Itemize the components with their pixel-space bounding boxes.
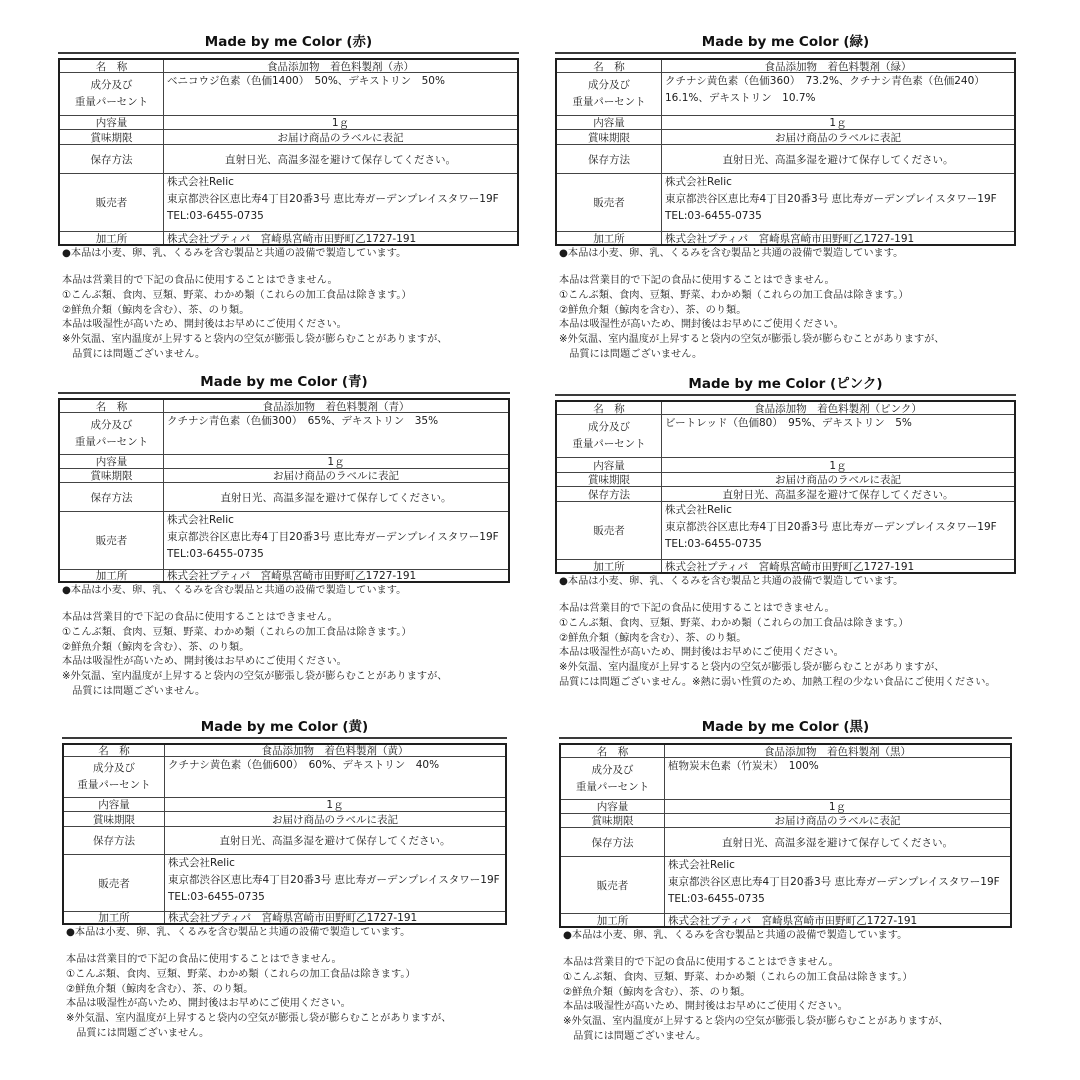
- storage-label: 保存方法: [557, 487, 662, 502]
- usage-note-line: ※外気温、室内温度が上昇すると袋内の空気が膨張し袋が膨らむことがありますが、: [66, 1013, 452, 1025]
- name-value: 食品添加物 着色料製剤（黒）: [665, 745, 1010, 758]
- ingredients-label: [64, 757, 165, 798]
- usage-note-line: 本品は営業目的で下記の食品に使用することはできません。: [559, 603, 835, 614]
- allergen-note: ●本品は小麦、卵、乳、くるみを含む製品と共通の設備で製造しています。: [559, 576, 904, 587]
- product-info-table: [559, 743, 1012, 928]
- usage-note-line: ①こんぶ類、食肉、豆類、野菜、わかめ類（これらの加工食品は除きます。）: [559, 617, 909, 629]
- usage-note-line: ②鮮魚介類（鯨肉を含む）、茶、のり類。: [563, 986, 751, 998]
- seller-line: TEL:03-6455-0735: [168, 891, 265, 903]
- usage-note-line: 本品は営業目的で下記の食品に使用することはできません。: [559, 275, 835, 286]
- product-label-panel: [559, 717, 1012, 1045]
- usage-note-line: ①こんぶ類、食肉、豆類、野菜、わかめ類（これらの加工食品は除きます。）: [559, 289, 909, 301]
- seller-line: 株式会社Relic: [665, 504, 732, 516]
- usage-note-line: 品質には問題ございません。: [563, 1030, 707, 1042]
- panel-title: Made by me Color (ピンク): [688, 376, 883, 392]
- seller-line: 東京都渋谷区恵比寿4丁目20番3号 恵比寿ガーデンプレイスタワー19F: [665, 193, 997, 205]
- best-before-value: お届け商品のラベルに表記: [164, 469, 508, 483]
- name-label: 名 称: [64, 745, 165, 757]
- allergen-note: ●本品は小麦、卵、乳、くるみを含む製品と共通の設備で製造しています。: [62, 248, 407, 259]
- seller-line: 東京都渋谷区恵比寿4丁目20番3号 恵比寿ガーデンプレイスタワー19F: [668, 876, 1000, 888]
- ingredients-label: [557, 415, 662, 458]
- usage-note-line: 本品は吸湿性が高いため、開封後はお早めにご使用ください。: [62, 319, 347, 331]
- storage-value: 直射日光、高温多湿を避けて保存してください。: [665, 828, 1010, 857]
- ingredients-label-line: 成分及び: [90, 79, 133, 91]
- usage-note-line: ②鮮魚介類（鯨肉を含む）、茶、のり類。: [62, 641, 250, 653]
- processor-label: 加工所: [561, 914, 665, 926]
- usage-note-line: 品質には問題ございません。: [66, 1027, 210, 1039]
- allergen-note: ●本品は小麦、卵、乳、くるみを含む製品と共通の設備で製造しています。: [559, 248, 904, 259]
- seller-value: [165, 855, 505, 912]
- product-info-table: [58, 398, 510, 583]
- ingredients-label-line: 重量パーセント: [74, 435, 149, 448]
- processor-label: 加工所: [60, 570, 164, 581]
- content-label: 内容量: [60, 116, 164, 130]
- ingredients-label-line: 重量パーセント: [572, 96, 646, 108]
- seller-line: 東京都渋谷区恵比寿4丁目20番3号 恵比寿ガーデンプレイスタワー19F: [665, 521, 997, 533]
- processor-label: 加工所: [557, 560, 662, 572]
- usage-notes: [58, 611, 510, 700]
- best-before-value: お届け商品のラベルに表記: [662, 130, 1014, 145]
- seller-line: 株式会社Relic: [665, 176, 732, 188]
- seller-label: 販売者: [64, 855, 165, 912]
- seller-value: [662, 502, 1014, 560]
- content-label: 内容量: [561, 800, 665, 814]
- ingredients-label-line: 重量パーセント: [77, 779, 151, 791]
- name-value: 食品添加物 着色料製剤（緑）: [662, 60, 1014, 73]
- name-label: 名 称: [557, 60, 662, 73]
- usage-note-line: ②鮮魚介類（鯨肉を含む）、茶、のり類。: [66, 983, 254, 995]
- ingredients-label-line: 重量パーセント: [572, 438, 646, 450]
- usage-note-line: ②鮮魚介類（鯨肉を含む）、茶、のり類。: [559, 304, 747, 316]
- name-value: 食品添加物 着色料製剤（青）: [164, 400, 508, 413]
- usage-notes: [555, 602, 1016, 691]
- seller-value: [662, 174, 1014, 232]
- ingredients-value: [662, 73, 1014, 116]
- ingredients-label-line: 成分及び: [90, 418, 133, 431]
- ingredients-value: [665, 758, 1010, 800]
- product-label-panel: [555, 374, 1016, 691]
- usage-note-line: 品質には問題ございません。※熱に弱い性質のため、加熱工程の少ない食品にご使用ください。: [559, 676, 996, 688]
- usage-note-line: ②鮮魚介類（鯨肉を含む）、茶、のり類。: [559, 632, 747, 644]
- product-label-panel: [62, 717, 507, 1042]
- seller-label: 販売者: [60, 512, 164, 570]
- storage-label: 保存方法: [64, 827, 165, 855]
- ingredients-value: [164, 413, 508, 455]
- content-value: 1ｇ: [662, 458, 1014, 473]
- usage-notes: [555, 274, 1016, 363]
- seller-label: 販売者: [60, 174, 164, 232]
- content-value: 1ｇ: [665, 800, 1010, 814]
- ingredients-label: [60, 413, 164, 455]
- seller-value: [164, 512, 508, 570]
- usage-note-line: ②鮮魚介類（鯨肉を含む）、茶、のり類。: [62, 304, 250, 316]
- processor-value: 株式会社プティパ 宮崎県宮崎市田野町乙1727-191: [167, 232, 417, 245]
- usage-notes: [58, 274, 519, 363]
- processor-value: 株式会社プティパ 宮崎県宮崎市田野町乙1727-191: [665, 560, 915, 573]
- usage-note-line: 本品は営業目的で下記の食品に使用することはできません。: [62, 612, 338, 623]
- ingredients-value-line: ベニコウジ色素（色価1400） 50%、デキストリン 50%: [167, 75, 445, 87]
- usage-note-line: ①こんぶ類、食肉、豆類、野菜、わかめ類（これらの加工食品は除きます。）: [62, 289, 412, 301]
- allergen-note: ●本品は小麦、卵、乳、くるみを含む製品と共通の設備で製造しています。: [66, 927, 411, 938]
- allergen-note: ●本品は小麦、卵、乳、くるみを含む製品と共通の設備で製造しています。: [563, 930, 908, 941]
- name-label: 名 称: [557, 402, 662, 415]
- ingredients-value-line: クチナシ黄色素（色価360） 73.2%、クチナシ青色素（色価240）: [665, 75, 985, 87]
- usage-note-line: ①こんぶ類、食肉、豆類、野菜、わかめ類（これらの加工食品は除きます。）: [62, 626, 412, 638]
- name-label: 名 称: [561, 745, 665, 758]
- best-before-label: 賞味期限: [557, 473, 662, 487]
- ingredients-label: [557, 73, 662, 116]
- seller-value: [665, 857, 1010, 914]
- seller-line: TEL:03-6455-0735: [668, 893, 765, 905]
- processor-label: 加工所: [557, 232, 662, 244]
- ingredients-label-line: 成分及び: [591, 763, 634, 776]
- content-label: 内容量: [557, 458, 662, 473]
- ingredients-value-line: クチナシ黄色素（色価600） 60%、デキストリン 40%: [168, 759, 440, 771]
- name-label: 名 称: [60, 60, 164, 73]
- usage-note-line: 本品は営業目的で下記の食品に使用することはできません。: [62, 275, 338, 286]
- ingredients-label-line: 重量パーセント: [575, 780, 650, 793]
- content-label: 内容量: [557, 116, 662, 130]
- seller-line: 株式会社Relic: [167, 514, 234, 526]
- usage-note-line: ※外気温、室内温度が上昇すると袋内の空気が膨張し袋が膨らむことがありますが、: [62, 334, 448, 346]
- best-before-label: 賞味期限: [561, 814, 665, 828]
- title-underline: [555, 52, 1016, 54]
- ingredients-label: [60, 73, 164, 116]
- processor-value: 株式会社プティパ 宮崎県宮崎市田野町乙1727-191: [665, 232, 915, 245]
- storage-value: 直射日光、高温多湿を避けて保存してください。: [165, 827, 505, 855]
- ingredients-value-line: 16.1%、デキストリン 10.7%: [665, 92, 816, 104]
- name-value: 食品添加物 着色料製剤（ピンク）: [662, 402, 1014, 415]
- seller-line: TEL:03-6455-0735: [167, 210, 264, 222]
- product-label-panel: [555, 32, 1016, 363]
- content-value: 1ｇ: [164, 116, 517, 130]
- ingredients-value: [165, 757, 505, 798]
- panel-title: Made by me Color (青): [200, 374, 368, 390]
- best-before-value: お届け商品のラベルに表記: [665, 814, 1010, 828]
- usage-note-line: 品質には問題ございません。: [559, 348, 703, 360]
- storage-value: 直射日光、高温多湿を避けて保存してください。: [662, 145, 1014, 174]
- content-value: 1ｇ: [164, 455, 508, 469]
- panel-title: Made by me Color (黄): [200, 719, 369, 735]
- usage-note-line: ※外気温、室内温度が上昇すると袋内の空気が膨張し袋が膨らむことがありますが、: [563, 1016, 949, 1028]
- usage-note-line: 本品は営業目的で下記の食品に使用することはできません。: [563, 957, 839, 968]
- content-value: 1ｇ: [662, 116, 1014, 130]
- best-before-value: お届け商品のラベルに表記: [165, 812, 505, 827]
- ingredients-value: [662, 415, 1014, 458]
- ingredients-label-line: 重量パーセント: [74, 96, 149, 108]
- product-info-table: [555, 58, 1016, 246]
- best-before-label: 賞味期限: [60, 130, 164, 145]
- best-before-label: 賞味期限: [60, 469, 164, 483]
- product-info-table: [62, 743, 507, 925]
- usage-notes: [62, 953, 507, 1042]
- usage-note-line: ※外気温、室内温度が上昇すると袋内の空気が膨張し袋が膨らむことがありますが、: [559, 334, 945, 346]
- processor-label: 加工所: [64, 912, 165, 923]
- usage-note-line: 品質には問題ございません。: [62, 348, 206, 360]
- product-info-table: [58, 58, 519, 246]
- allergen-note: ●本品は小麦、卵、乳、くるみを含む製品と共通の設備で製造しています。: [62, 585, 407, 596]
- usage-note-line: 本品は営業目的で下記の食品に使用することはできません。: [66, 954, 342, 965]
- name-value: 食品添加物 着色料製剤（黄）: [165, 745, 505, 757]
- seller-line: 株式会社Relic: [668, 859, 735, 871]
- storage-label: 保存方法: [557, 145, 662, 174]
- usage-note-line: 品質には問題ございません。: [62, 685, 206, 697]
- best-before-label: 賞味期限: [64, 812, 165, 827]
- name-label: 名 称: [60, 400, 164, 413]
- seller-value: [164, 174, 517, 232]
- ingredients-label-line: 成分及び: [93, 762, 135, 774]
- panel-title: Made by me Color (赤): [204, 34, 373, 50]
- content-label: 内容量: [60, 455, 164, 469]
- panel-title: Made by me Color (緑): [701, 34, 870, 50]
- content-label: 内容量: [64, 798, 165, 812]
- ingredients-value: [164, 73, 517, 116]
- seller-label: 販売者: [557, 502, 662, 560]
- storage-value: 直射日光、高温多湿を避けて保存してください。: [662, 487, 1014, 502]
- storage-label: 保存方法: [60, 145, 164, 174]
- title-underline: [559, 737, 1012, 739]
- panel-title: Made by me Color (黒): [701, 719, 870, 735]
- usage-note-line: ※外気温、室内温度が上昇すると袋内の空気が膨張し袋が膨らむことがありますが、: [559, 662, 945, 674]
- seller-line: 東京都渋谷区恵比寿4丁目20番3号 恵比寿ガーデンプレイスタワー19F: [167, 531, 499, 543]
- usage-notes: [559, 956, 1012, 1045]
- product-label-panel: [58, 32, 519, 363]
- ingredients-label-line: 成分及び: [588, 421, 630, 433]
- title-underline: [62, 737, 507, 739]
- ingredients-label-line: 成分及び: [588, 79, 630, 91]
- product-label-panel: [58, 372, 510, 700]
- processor-value: 株式会社プティパ 宮崎県宮崎市田野町乙1727-191: [167, 570, 417, 582]
- best-before-value: お届け商品のラベルに表記: [164, 130, 517, 145]
- usage-note-line: 本品は吸湿性が高いため、開封後はお早めにご使用ください。: [563, 1001, 848, 1013]
- usage-note-line: ※外気温、室内温度が上昇すると袋内の空気が膨張し袋が膨らむことがありますが、: [62, 671, 448, 683]
- content-value: 1ｇ: [165, 798, 505, 812]
- storage-value: 直射日光、高温多湿を避けて保存してください。: [164, 145, 517, 174]
- best-before-value: お届け商品のラベルに表記: [662, 473, 1014, 487]
- seller-line: 東京都渋谷区恵比寿4丁目20番3号 恵比寿ガーデンプレイスタワー19F: [168, 874, 500, 886]
- ingredients-label: [561, 758, 665, 800]
- processor-label: 加工所: [60, 232, 164, 244]
- seller-line: 東京都渋谷区恵比寿4丁目20番3号 恵比寿ガーデンプレイスタワー19F: [167, 193, 499, 205]
- usage-note-line: 本品は吸湿性が高いため、開封後はお早めにご使用ください。: [62, 656, 347, 668]
- usage-note-line: 本品は吸湿性が高いため、開封後はお早めにご使用ください。: [559, 319, 844, 331]
- seller-label: 販売者: [561, 857, 665, 914]
- usage-note-line: ①こんぶ類、食肉、豆類、野菜、わかめ類（これらの加工食品は除きます。）: [66, 968, 416, 980]
- usage-note-line: 本品は吸湿性が高いため、開封後はお早めにご使用ください。: [66, 998, 351, 1010]
- ingredients-value-line: クチナシ青色素（色価300） 65%、デキストリン 35%: [167, 415, 439, 427]
- processor-value: 株式会社プティパ 宮崎県宮崎市田野町乙1727-191: [668, 914, 918, 927]
- storage-label: 保存方法: [60, 483, 164, 512]
- seller-line: TEL:03-6455-0735: [665, 538, 762, 550]
- seller-line: 株式会社Relic: [168, 857, 235, 869]
- seller-line: TEL:03-6455-0735: [167, 548, 264, 560]
- seller-line: TEL:03-6455-0735: [665, 210, 762, 222]
- product-info-table: [555, 400, 1016, 574]
- best-before-label: 賞味期限: [557, 130, 662, 145]
- processor-value: 株式会社プティパ 宮崎県宮崎市田野町乙1727-191: [168, 912, 418, 924]
- title-underline: [555, 394, 1016, 396]
- title-underline: [58, 52, 519, 54]
- storage-label: 保存方法: [561, 828, 665, 857]
- seller-label: 販売者: [557, 174, 662, 232]
- usage-note-line: 本品は吸湿性が高いため、開封後はお早めにご使用ください。: [559, 647, 844, 659]
- title-underline: [58, 392, 510, 394]
- usage-note-line: ①こんぶ類、食肉、豆類、野菜、わかめ類（これらの加工食品は除きます。）: [563, 971, 913, 983]
- ingredients-value-line: ビートレッド（色価80） 95%、デキストリン 5%: [665, 417, 912, 429]
- ingredients-value-line: 植物炭末色素（竹炭末） 100%: [668, 760, 819, 772]
- storage-value: 直射日光、高温多湿を避けて保存してください。: [164, 483, 508, 512]
- seller-line: 株式会社Relic: [167, 176, 234, 188]
- name-value: 食品添加物 着色料製剤（赤）: [164, 60, 517, 73]
